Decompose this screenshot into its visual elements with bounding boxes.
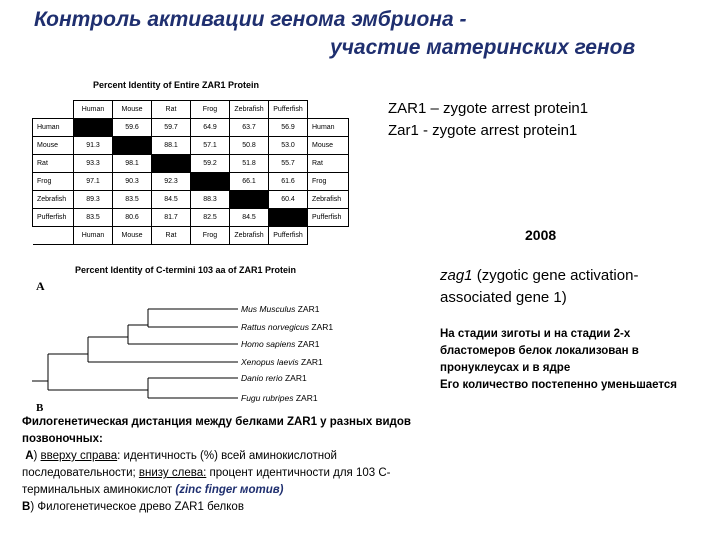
- identity-cell: 88.1: [152, 137, 191, 155]
- identity-cell: 84.5: [230, 209, 269, 227]
- caption-part-b: [22, 499, 432, 516]
- caption-part-a: [22, 448, 432, 499]
- row-header-right: Rat: [308, 155, 349, 173]
- column-header: Mouse: [113, 101, 152, 119]
- row-header-left: Mouse: [33, 137, 74, 155]
- column-header: Zebrafish: [230, 101, 269, 119]
- year-label: 2008: [525, 227, 557, 243]
- identity-cell: 80.6: [113, 209, 152, 227]
- row-header-right: Pufferfish: [308, 209, 349, 227]
- caption-a-text-1: : идентичность (%) всей аминокислотной последовательности;: [22, 450, 337, 479]
- figure-caption: [22, 414, 432, 516]
- identity-cell: 64.9: [191, 119, 230, 137]
- zygote-localization-note: [440, 326, 705, 394]
- identity-table: [32, 100, 349, 245]
- column-header: Pufferfish: [269, 227, 308, 245]
- diagonal-cell: [230, 191, 269, 209]
- tree-leaf-mus: Mus Musculus ZAR1: [241, 304, 320, 314]
- tree-leaf-homo: Homo sapiens ZAR1: [241, 339, 320, 349]
- phylogenetic-tree: [30, 292, 375, 404]
- table-header-row: [33, 101, 349, 119]
- caption-a-letter: А: [25, 450, 34, 462]
- zag1-description: (zygotic gene activation-associated gene 1): [440, 267, 639, 306]
- row-header-right: Human: [308, 119, 349, 137]
- row-header-right: Mouse: [308, 137, 349, 155]
- identity-cell: 91.3: [74, 137, 113, 155]
- identity-cell: 90.3: [113, 173, 152, 191]
- identity-cell: 60.4: [269, 191, 308, 209]
- row-header-left: Human: [33, 119, 74, 137]
- identity-cell: 82.5: [191, 209, 230, 227]
- table-row: [33, 191, 349, 209]
- table-header-row: [33, 227, 349, 245]
- identity-cell: 88.3: [191, 191, 230, 209]
- tree-leaf-fugu: Fugu rubripes ZAR1: [241, 393, 318, 403]
- caption-a-text-2: процент идентичности для 103 С-терминальных аминокислот: [22, 467, 391, 496]
- diagonal-cell: [269, 209, 308, 227]
- table-row: [33, 155, 349, 173]
- zag1-gene-name: zag1: [440, 267, 473, 284]
- caption-motif: (zinc finger мотив): [175, 484, 284, 496]
- row-header-left: Frog: [33, 173, 74, 191]
- identity-cell: 55.7: [269, 155, 308, 173]
- column-header: Human: [74, 101, 113, 119]
- table-corner-cell: [33, 227, 74, 245]
- identity-cell: 83.5: [113, 191, 152, 209]
- identity-cell: 93.3: [74, 155, 113, 173]
- zar1-human-definition: ZAR1 – zygote arrest protein1: [388, 100, 589, 117]
- column-header: Human: [74, 227, 113, 245]
- row-header-right: Frog: [308, 173, 349, 191]
- identity-cell: 89.3: [74, 191, 113, 209]
- zar1-definitions: [388, 98, 588, 142]
- tree-leaf-rattus: Rattus norvegicus ZAR1: [241, 322, 334, 332]
- caption-a-close: ): [33, 450, 41, 462]
- caption-heading: Филогенетическая дистанция между белками ZAR1 у разных видов позвоночных:: [22, 416, 411, 445]
- localization-text: На стадии зиготы и на стадии 2-х бластомеров белок локализован в пронуклеусах и в ядре: [440, 328, 639, 374]
- column-header: Frog: [191, 101, 230, 119]
- identity-cell: 59.7: [152, 119, 191, 137]
- diagonal-cell: [74, 119, 113, 137]
- column-header: Rat: [152, 101, 191, 119]
- table-row: [33, 137, 349, 155]
- identity-cell: 98.1: [113, 155, 152, 173]
- column-header: Rat: [152, 227, 191, 245]
- column-header: Zebrafish: [230, 227, 269, 245]
- slide-title-line-1: Контроль активации генома эмбриона -: [34, 8, 467, 31]
- identity-cell: 97.1: [74, 173, 113, 191]
- table-row: [33, 119, 349, 137]
- identity-cell: 61.6: [269, 173, 308, 191]
- identity-cell: 56.9: [269, 119, 308, 137]
- zag1-definition: [440, 265, 700, 309]
- table-row: [33, 173, 349, 191]
- table-caption-c-termini: Percent Identity of C-termini 103 aa of ZAR1 Protein: [75, 265, 297, 275]
- table-corner-cell: [33, 101, 74, 119]
- row-header-right: Zebrafish: [308, 191, 349, 209]
- panel-label-b: B: [36, 402, 44, 414]
- identity-cell: 59.2: [191, 155, 230, 173]
- identity-cell: 66.1: [230, 173, 269, 191]
- identity-cell: 53.0: [269, 137, 308, 155]
- tree-leaf-danio: Danio rerio ZAR1: [241, 373, 307, 383]
- identity-cell: 81.7: [152, 209, 191, 227]
- identity-cell: 63.7: [230, 119, 269, 137]
- diagonal-cell: [113, 137, 152, 155]
- table-caption-entire: Percent Identity of Entire ZAR1 Protein: [93, 80, 260, 90]
- caption-top-right: вверху справа: [40, 450, 118, 462]
- row-header-left: Pufferfish: [33, 209, 74, 227]
- table-row: [33, 209, 349, 227]
- identity-cell: 84.5: [152, 191, 191, 209]
- caption-b-letter: В: [22, 501, 31, 513]
- diagonal-cell: [191, 173, 230, 191]
- identity-cell: 83.5: [74, 209, 113, 227]
- column-header: Mouse: [113, 227, 152, 245]
- tree-leaf-xenopus: Xenopus laevis ZAR1: [241, 357, 323, 367]
- zar1-mouse-definition: Zar1 - zygote arrest protein1: [388, 122, 578, 139]
- identity-cell: 51.8: [230, 155, 269, 173]
- identity-cell: 50.8: [230, 137, 269, 155]
- identity-cell: 59.6: [113, 119, 152, 137]
- column-header: Pufferfish: [269, 101, 308, 119]
- row-header-left: Zebrafish: [33, 191, 74, 209]
- row-header-left: Rat: [33, 155, 74, 173]
- identity-cell: 92.3: [152, 173, 191, 191]
- amount-text: Его количество постепенно уменьшается: [440, 379, 678, 391]
- slide-title-line-2: участие материнских генов: [330, 36, 636, 59]
- caption-bottom-left: внизу слева:: [138, 467, 207, 479]
- identity-cell: 57.1: [191, 137, 230, 155]
- diagonal-cell: [152, 155, 191, 173]
- caption-b-text: ) Филогенетическое древо ZAR1 белков: [30, 501, 244, 513]
- column-header: Frog: [191, 227, 230, 245]
- panel-label-a: A: [36, 279, 45, 293]
